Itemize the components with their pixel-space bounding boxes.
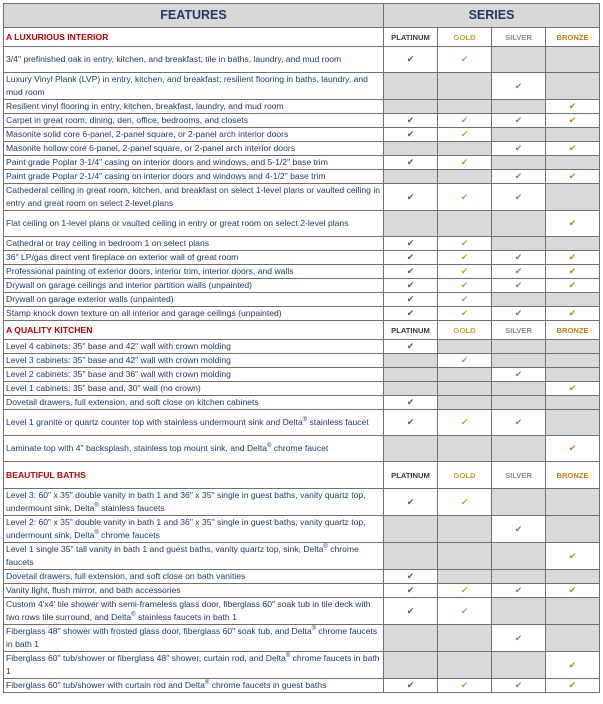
silver-column-header: SILVER <box>492 321 546 340</box>
feature-text: Paint grade Poplar 2-1/4" casing on interior doors and windows and 4-1/2" base trim <box>4 170 384 184</box>
check-icon: ✔ <box>406 605 415 616</box>
feature-text: Vanity light, flush mirror, and bath accessories <box>4 584 384 598</box>
silver-cell <box>492 652 546 679</box>
bronze-cell <box>546 211 600 237</box>
check-icon: ✔ <box>460 355 469 365</box>
gold-column-header: GOLD <box>438 321 492 340</box>
feature-text: Flat ceiling on 1-level plans or vaulted ceiling in entry or great room on select 2-level plans <box>4 211 384 237</box>
platinum-cell <box>384 100 438 114</box>
silver-cell <box>492 170 546 184</box>
platinum-cell <box>384 265 438 279</box>
check-icon: ✔ <box>514 308 523 318</box>
check-icon: ✔ <box>406 280 415 290</box>
section-header-row <box>4 321 600 340</box>
check-icon: ✔ <box>460 280 469 290</box>
gold-cell <box>438 382 492 396</box>
feature-text: Masonite hollow core 6-panel, 2-panel square, or 2-panel arch interior doors <box>4 142 384 156</box>
table-row <box>4 382 600 396</box>
feature-text: Drywall on garage exterior walls (unpainted) <box>4 293 384 307</box>
platinum-column-header: PLATINUM <box>384 462 438 489</box>
check-icon: ✔ <box>568 171 577 181</box>
bronze-cell <box>546 543 600 570</box>
silver-cell <box>492 211 546 237</box>
bronze-cell <box>546 265 600 279</box>
check-icon: ✔ <box>568 680 577 690</box>
table-row <box>4 652 600 679</box>
bronze-cell <box>546 354 600 368</box>
check-icon: ✔ <box>406 191 415 202</box>
platinum-cell <box>384 543 438 570</box>
gold-cell <box>438 625 492 652</box>
check-icon: ✔ <box>460 157 469 167</box>
check-icon: ✔ <box>460 585 469 595</box>
check-icon: ✔ <box>460 191 469 202</box>
check-icon: ✔ <box>568 280 577 290</box>
bronze-cell <box>546 114 600 128</box>
platinum-cell <box>384 410 438 436</box>
feature-text: Cathedral or tray ceiling in bedroom 1 on select plans <box>4 237 384 251</box>
bronze-cell <box>546 489 600 516</box>
bronze-cell <box>546 570 600 584</box>
table-row <box>4 293 600 307</box>
section-title: A LUXURIOUS INTERIOR <box>4 28 384 47</box>
table-row <box>4 598 600 625</box>
feature-text: Masonite solid core 6-panel, 2-panel square, or 2-panel arch interior doors <box>4 128 384 142</box>
bronze-column-header: BRONZE <box>546 462 600 489</box>
feature-text: Cathederal ceiling in great room, kitchen, and breakfast on select 1-level plans or vaulted ceiling in entry and great room on select 2-level plans <box>4 184 384 211</box>
check-icon: ✔ <box>460 115 469 125</box>
gold-cell <box>438 436 492 462</box>
check-icon: ✔ <box>568 115 577 125</box>
check-icon: ✔ <box>568 252 577 262</box>
check-icon: ✔ <box>568 659 577 670</box>
feature-text: Drywall on garage ceilings and interior partition walls (unpainted) <box>4 279 384 293</box>
feature-text: Level 1 granite or quartz counter top with stainless undermount sink and Delta® stainless faucet <box>4 410 384 436</box>
silver-cell <box>492 543 546 570</box>
silver-cell <box>492 251 546 265</box>
platinum-cell <box>384 625 438 652</box>
bronze-cell <box>546 382 600 396</box>
bronze-cell <box>546 598 600 625</box>
gold-cell <box>438 279 492 293</box>
bronze-cell <box>546 679 600 693</box>
platinum-cell <box>384 237 438 251</box>
gold-cell <box>438 354 492 368</box>
silver-cell <box>492 625 546 652</box>
feature-text: Level 2: 60" x 35" double vanity in bath 1 and 36" x 35" single in guest baths, vanity quartz top, undermount sink, Delta® chrome faucets <box>4 516 384 543</box>
bronze-column-header: BRONZE <box>546 321 600 340</box>
gold-cell <box>438 489 492 516</box>
platinum-cell <box>384 340 438 354</box>
table-row <box>4 489 600 516</box>
platinum-cell <box>384 584 438 598</box>
bronze-cell <box>546 251 600 265</box>
table-row <box>4 307 600 321</box>
table-row <box>4 340 600 354</box>
feature-text: Level 1 cabinets: 35" base and, 30" wall (no crown) <box>4 382 384 396</box>
platinum-cell <box>384 114 438 128</box>
feature-text: Professional painting of exterior doors, interior trim, interior doors, and walls <box>4 265 384 279</box>
check-icon: ✔ <box>460 252 469 262</box>
table-row <box>4 354 600 368</box>
check-icon: ✔ <box>568 443 577 453</box>
silver-cell <box>492 73 546 100</box>
platinum-column-header: PLATINUM <box>384 321 438 340</box>
check-icon: ✔ <box>406 294 415 304</box>
check-icon: ✔ <box>406 157 415 167</box>
table-row <box>4 73 600 100</box>
table-row <box>4 156 600 170</box>
platinum-column-header: PLATINUM <box>384 28 438 47</box>
gold-cell <box>438 410 492 436</box>
feature-text: Laminate top with 4" backsplash, stainless top mount sink, and Delta® chrome faucet <box>4 436 384 462</box>
check-icon: ✔ <box>514 191 523 202</box>
check-icon: ✔ <box>568 101 577 111</box>
platinum-cell <box>384 156 438 170</box>
gold-cell <box>438 516 492 543</box>
bronze-cell <box>546 436 600 462</box>
table-row <box>4 170 600 184</box>
check-icon: ✔ <box>568 383 577 393</box>
check-icon: ✔ <box>406 115 415 125</box>
check-icon: ✔ <box>460 54 469 64</box>
feature-text: 3/4" prefinished oak in entry, kitchen, and breakfast; tile in baths, laundry, and mud room <box>4 47 384 73</box>
check-icon: ✔ <box>460 266 469 276</box>
gold-cell <box>438 156 492 170</box>
platinum-cell <box>384 211 438 237</box>
feature-text: Fiberglass 60" tub/shower with curtain rod and Delta® chrome faucets in guest baths <box>4 679 384 693</box>
feature-text: Dovetail drawers, full extension, and soft close on bath vanities <box>4 570 384 584</box>
bronze-cell <box>546 170 600 184</box>
table-row <box>4 114 600 128</box>
features-series-table <box>3 3 600 693</box>
gold-cell <box>438 570 492 584</box>
check-icon: ✔ <box>568 218 577 228</box>
bronze-cell <box>546 410 600 436</box>
silver-cell <box>492 47 546 73</box>
platinum-cell <box>384 396 438 410</box>
gold-cell <box>438 170 492 184</box>
bronze-cell <box>546 142 600 156</box>
platinum-cell <box>384 170 438 184</box>
platinum-cell <box>384 652 438 679</box>
silver-cell <box>492 368 546 382</box>
table-row <box>4 100 600 114</box>
check-icon: ✔ <box>568 308 577 318</box>
check-icon: ✔ <box>406 397 415 407</box>
check-icon: ✔ <box>406 54 415 64</box>
silver-cell <box>492 184 546 211</box>
silver-cell <box>492 237 546 251</box>
gold-cell <box>438 73 492 100</box>
feature-text: Carpet in great room, dining, den, office, bedrooms, and closets <box>4 114 384 128</box>
check-icon: ✔ <box>460 129 469 139</box>
check-icon: ✔ <box>514 252 523 262</box>
platinum-cell <box>384 436 438 462</box>
bronze-cell <box>546 128 600 142</box>
gold-column-header: GOLD <box>438 462 492 489</box>
gold-cell <box>438 340 492 354</box>
feature-text: Level 3: 60" x 35" double vanity in bath 1 and 36" x 35" single in guest baths, vanity quartz top, undermount sink, Delta® stainless faucets <box>4 489 384 516</box>
feature-text: Level 1 single 35" tall vanity in bath 1 and guest baths, vanity quartz top, sink, Delta® chrome faucets <box>4 543 384 570</box>
bronze-cell <box>546 584 600 598</box>
platinum-cell <box>384 251 438 265</box>
platinum-cell <box>384 128 438 142</box>
table-row <box>4 184 600 211</box>
check-icon: ✔ <box>406 129 415 139</box>
table-row <box>4 251 600 265</box>
gold-cell <box>438 679 492 693</box>
silver-cell <box>492 410 546 436</box>
silver-cell <box>492 396 546 410</box>
table-row <box>4 279 600 293</box>
bronze-cell <box>546 368 600 382</box>
bronze-cell <box>546 100 600 114</box>
check-icon: ✔ <box>406 585 415 595</box>
bronze-cell <box>546 652 600 679</box>
silver-cell <box>492 100 546 114</box>
platinum-cell <box>384 368 438 382</box>
platinum-cell <box>384 307 438 321</box>
bronze-cell <box>546 625 600 652</box>
check-icon: ✔ <box>406 341 415 351</box>
silver-cell <box>492 293 546 307</box>
gold-cell <box>438 598 492 625</box>
gold-cell <box>438 47 492 73</box>
table-header-row <box>4 4 600 28</box>
check-icon: ✔ <box>460 294 469 304</box>
feature-text: Fiberglass 48" shower with frosted glass door, fiberglass 60" soak tub, and Delta® chrome faucets in bath 1 <box>4 625 384 652</box>
check-icon: ✔ <box>514 632 523 643</box>
silver-column-header: SILVER <box>492 28 546 47</box>
bronze-cell <box>546 279 600 293</box>
check-icon: ✔ <box>460 238 469 248</box>
platinum-cell <box>384 516 438 543</box>
check-icon: ✔ <box>514 143 523 153</box>
check-icon: ✔ <box>406 496 415 507</box>
gold-cell <box>438 265 492 279</box>
silver-cell <box>492 584 546 598</box>
table-body <box>4 28 600 693</box>
bronze-cell <box>546 340 600 354</box>
check-icon: ✔ <box>514 80 523 91</box>
gold-column-header: GOLD <box>438 28 492 47</box>
bronze-cell <box>546 73 600 100</box>
section-header-row <box>4 462 600 489</box>
table-row <box>4 265 600 279</box>
table-row <box>4 543 600 570</box>
gold-cell <box>438 543 492 570</box>
silver-cell <box>492 307 546 321</box>
bronze-cell <box>546 237 600 251</box>
check-icon: ✔ <box>514 280 523 290</box>
check-icon: ✔ <box>514 369 523 379</box>
platinum-cell <box>384 570 438 584</box>
silver-column-header: SILVER <box>492 462 546 489</box>
feature-text: 36" LP/gas direct vent fireplace on exterior wall of great room <box>4 251 384 265</box>
gold-cell <box>438 128 492 142</box>
feature-text: Level 2 cabinets: 35" base and 36" wall with crown molding <box>4 368 384 382</box>
series-header: SERIES <box>384 4 600 28</box>
features-header: FEATURES <box>4 4 384 28</box>
check-icon: ✔ <box>514 585 523 595</box>
check-icon: ✔ <box>514 417 523 427</box>
platinum-cell <box>384 293 438 307</box>
gold-cell <box>438 368 492 382</box>
table-row <box>4 396 600 410</box>
bronze-cell <box>546 156 600 170</box>
check-icon: ✔ <box>406 680 415 690</box>
feature-text: Level 3 cabinets: 35" base and 42" wall with crown molding <box>4 354 384 368</box>
silver-cell <box>492 265 546 279</box>
feature-text: Resilient vinyl flooring in entry, kitchen, breakfast, laundry, and mud room <box>4 100 384 114</box>
platinum-cell <box>384 47 438 73</box>
silver-cell <box>492 382 546 396</box>
check-icon: ✔ <box>460 605 469 616</box>
table-row <box>4 436 600 462</box>
check-icon: ✔ <box>568 143 577 153</box>
gold-cell <box>438 142 492 156</box>
feature-text: Dovetail drawers, full extension, and soft close on kitchen cabinets <box>4 396 384 410</box>
silver-cell <box>492 516 546 543</box>
silver-cell <box>492 142 546 156</box>
table-row <box>4 128 600 142</box>
gold-cell <box>438 211 492 237</box>
platinum-cell <box>384 598 438 625</box>
table-row <box>4 625 600 652</box>
table-row <box>4 410 600 436</box>
table-row <box>4 368 600 382</box>
silver-cell <box>492 570 546 584</box>
check-icon: ✔ <box>514 171 523 181</box>
gold-cell <box>438 100 492 114</box>
section-title: A QUALITY KITCHEN <box>4 321 384 340</box>
section-header-row <box>4 28 600 47</box>
table-row <box>4 142 600 156</box>
silver-cell <box>492 679 546 693</box>
check-icon: ✔ <box>406 571 415 581</box>
platinum-cell <box>384 679 438 693</box>
silver-cell <box>492 156 546 170</box>
check-icon: ✔ <box>406 417 415 427</box>
check-icon: ✔ <box>406 238 415 248</box>
table-row <box>4 516 600 543</box>
feature-text: Stamp knock down texture on all interior and garage ceilings (unpainted) <box>4 307 384 321</box>
feature-text: Level 4 cabinets: 35" base and 42" wall with crown molding <box>4 340 384 354</box>
check-icon: ✔ <box>514 266 523 276</box>
check-icon: ✔ <box>460 496 469 507</box>
platinum-cell <box>384 142 438 156</box>
silver-cell <box>492 598 546 625</box>
check-icon: ✔ <box>514 115 523 125</box>
silver-cell <box>492 489 546 516</box>
bronze-cell <box>546 307 600 321</box>
check-icon: ✔ <box>460 417 469 427</box>
gold-cell <box>438 251 492 265</box>
silver-cell <box>492 354 546 368</box>
gold-cell <box>438 293 492 307</box>
check-icon: ✔ <box>568 585 577 595</box>
bronze-cell <box>546 516 600 543</box>
gold-cell <box>438 237 492 251</box>
gold-cell <box>438 396 492 410</box>
gold-cell <box>438 584 492 598</box>
check-icon: ✔ <box>406 252 415 262</box>
check-icon: ✔ <box>460 680 469 690</box>
gold-cell <box>438 114 492 128</box>
platinum-cell <box>384 354 438 368</box>
feature-text: Fiberglass 60" tub/shower or fiberglass 48" shower, curtain rod, and Delta® chrome faucets in bath 1 <box>4 652 384 679</box>
feature-text: Custom 4'x4' tile shower with semi-frameless glass door, fiberglass 60" soak tub in tile deck with two rows tile surround, and Delta® stainless faucets in bath 1 <box>4 598 384 625</box>
table-row <box>4 47 600 73</box>
check-icon: ✔ <box>514 680 523 690</box>
silver-cell <box>492 114 546 128</box>
silver-cell <box>492 340 546 354</box>
silver-cell <box>492 128 546 142</box>
gold-cell <box>438 652 492 679</box>
table-row <box>4 237 600 251</box>
feature-text: Luxury Vinyl Plank (LVP) in entry, kitchen, and breakfast; resilient flooring in baths, laundry, and mud room <box>4 73 384 100</box>
gold-cell <box>438 184 492 211</box>
bronze-cell <box>546 396 600 410</box>
check-icon: ✔ <box>406 308 415 318</box>
silver-cell <box>492 436 546 462</box>
table-row <box>4 211 600 237</box>
check-icon: ✔ <box>406 266 415 276</box>
section-title: BEAUTIFUL BATHS <box>4 462 384 489</box>
bronze-cell <box>546 47 600 73</box>
check-icon: ✔ <box>460 308 469 318</box>
table-row <box>4 584 600 598</box>
table-row <box>4 679 600 693</box>
platinum-cell <box>384 184 438 211</box>
platinum-cell <box>384 489 438 516</box>
check-icon: ✔ <box>514 523 523 534</box>
table-row <box>4 570 600 584</box>
bronze-cell <box>546 293 600 307</box>
gold-cell <box>438 307 492 321</box>
check-icon: ✔ <box>568 266 577 276</box>
silver-cell <box>492 279 546 293</box>
bronze-column-header: BRONZE <box>546 28 600 47</box>
bronze-cell <box>546 184 600 211</box>
feature-text: Paint grade Poplar 3-1/4" casing on interior doors and windows, and 5-1/2" base trim <box>4 156 384 170</box>
platinum-cell <box>384 382 438 396</box>
platinum-cell <box>384 73 438 100</box>
platinum-cell <box>384 279 438 293</box>
check-icon: ✔ <box>568 550 577 561</box>
